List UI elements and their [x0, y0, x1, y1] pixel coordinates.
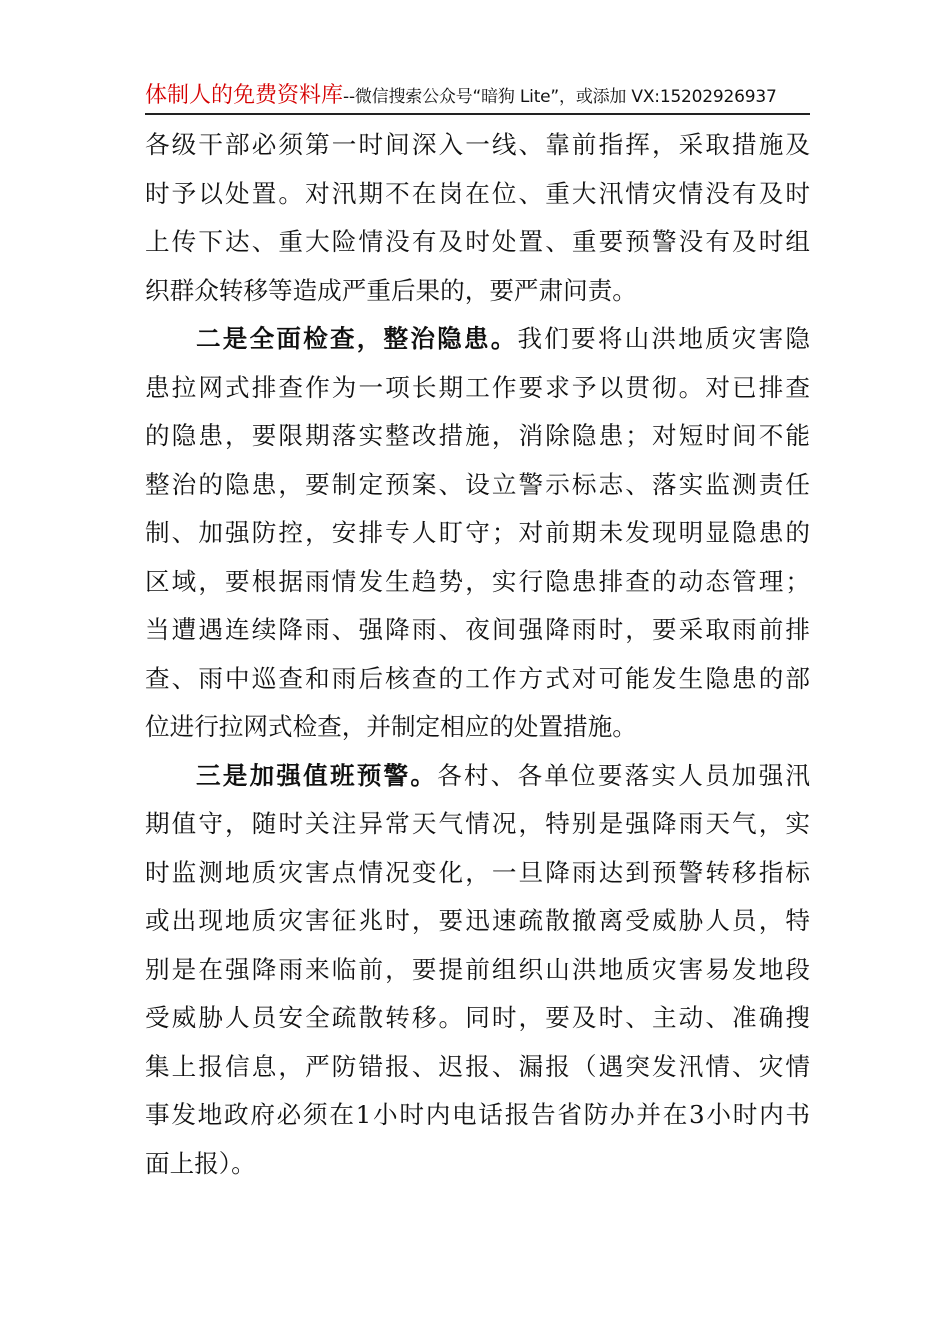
paragraph-line: 时监测地质灾害点情况变化，一旦降雨达到预警转移指标	[145, 857, 810, 887]
paragraph-line: 查、雨中巡查和雨后核查的工作方式对可能发生隐患的部	[145, 663, 810, 693]
paragraph-line: 织群众转移等造成严重后果的，要严肃问责。	[145, 275, 637, 305]
document-body	[145, 121, 810, 1188]
paragraph-first-line	[145, 752, 810, 801]
paragraph-line: 受威胁人员安全疏散转移。同时，要及时、主动、准确搜	[145, 1003, 810, 1032]
paragraph-text: 各村、各单位要落实人员加强汛	[437, 760, 810, 790]
paragraph-line: 或出现地质灾害征兆时，要迅速疏散撤离受威胁人员，特	[145, 906, 810, 935]
paragraph-line: 区域，要根据雨情发生趋势，实行隐患排查的动态管理；	[145, 566, 810, 596]
paragraph-line: 事发地政府必须在1小时内电话报告省防办并在3小时内书	[145, 1100, 810, 1129]
paragraph-line: 集上报信息，严防错报、迟报、漏报（遇突发汛情、灾情	[145, 1051, 810, 1081]
paragraph-line: 位进行拉网式检查，并制定相应的处置措施。	[145, 712, 637, 741]
paragraph-line: 患拉网式排查作为一项长期工作要求予以贯彻。对已排查	[145, 372, 810, 402]
paragraph-text: 我们要将山洪地质灾害隐	[517, 324, 810, 353]
paragraph-line: 整治的隐患，要制定预案、设立警示标志、落实监测责任	[145, 469, 810, 499]
header-contact: --微信搜索公众号“暗狗 Lite”，或添加 VX:15202926937	[343, 87, 777, 107]
paragraph-line: 当遭遇连续降雨、强降雨、夜间强降雨时，要采取雨前排	[145, 615, 810, 644]
paragraph-first-line	[145, 315, 810, 364]
paragraph-line: 别是在强降雨来临前，要提前组织山洪地质灾害易发地段	[145, 954, 810, 984]
paragraph-line: 期值守，随时关注异常天气情况，特别是强降雨天气，实	[145, 809, 810, 838]
header-brand: 体制人的免费资料库	[145, 83, 344, 108]
paragraph-1	[145, 121, 810, 315]
paragraph-line: 各级干部必须第一时间深入一线、靠前指挥，采取措施及	[145, 130, 810, 159]
header-divider	[145, 113, 810, 115]
paragraph-line: 时予以处置。对汛期不在岗在位、重大汛情灾情没有及时	[145, 178, 810, 208]
paragraph-line: 制、加强防控，安排专人盯守；对前期未发现明显隐患的	[145, 518, 810, 547]
section-heading: 二是全面检查，整治隐患。	[196, 324, 518, 353]
page-header	[145, 82, 815, 111]
paragraph-3	[145, 752, 810, 1189]
section-heading: 三是加强值班预警。	[196, 760, 438, 790]
paragraph-2	[145, 315, 810, 752]
paragraph-line: 的隐患，要限期落实整改措施，消除隐患；对短时间不能	[145, 421, 810, 450]
paragraph-line: 上传下达、重大险情没有及时处置、重要预警没有及时组	[145, 227, 810, 256]
paragraph-line: 面上报）。	[145, 1148, 256, 1178]
